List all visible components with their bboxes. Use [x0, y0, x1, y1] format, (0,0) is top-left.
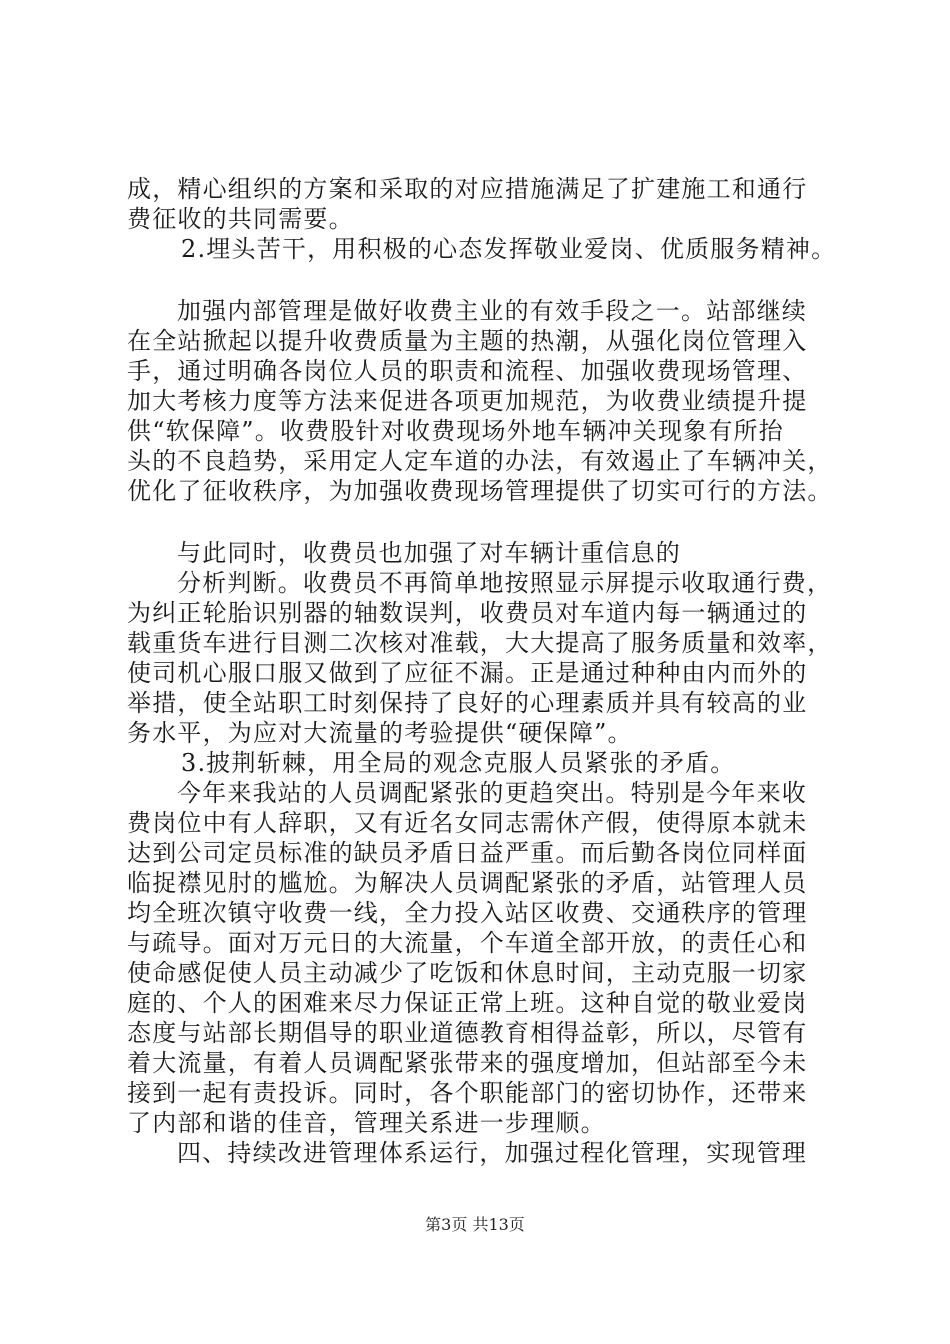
text-line: 使司机心服口服又做到了应征不漏。正是通过种种由内而外的	[127, 659, 808, 687]
section-heading: 2.埋头苦干，用积极的心态发挥敬业爱岗、优质服务精神。	[181, 235, 837, 263]
text-line: 举措，使全站职工时刻保持了良好的心理素质并具有较高的业	[127, 689, 808, 717]
text-line: 为纠正轮胎识别器的轴数误判，收费员对车道内每一辆通过的	[127, 599, 808, 627]
text-line: 使命感促使人员主动减少了吃饭和休息时间，主动克服一切家	[127, 959, 808, 987]
text-line: 载重货车进行目测二次核对准载，大大提高了服务质量和效率，	[127, 629, 833, 657]
text-line: 费岗位中有人辞职，又有近名女同志需休产假，使得原本就未	[127, 809, 808, 837]
text-line: 今年来我站的人员调配紧张的更趋突出。特别是今年来收	[177, 779, 807, 807]
text-line: 分析判断。收费员不再简单地按照显示屏提示收取通行费，	[177, 569, 833, 597]
text-line: 务水平，为应对大流量的考验提供“硬保障”。	[127, 719, 633, 747]
text-line: 手，通过明确各岗位人员的职责和流程、加强收费现场管理、	[127, 357, 808, 385]
section-heading: 四、持续改进管理体系运行，加强过程化管理，实现管理	[177, 1139, 807, 1167]
text-line: 与疏导。面对万元日的大流量，个车道全部开放，的责任心和	[127, 929, 808, 957]
text-line: 态度与站部长期倡导的职业道德教育相得益彰，所以，尽管有	[127, 1019, 808, 1047]
text-line: 着大流量，有着人员调配紧张带来的强度增加，但站部至今未	[127, 1049, 808, 1077]
text-line: 临捉襟见肘的尴尬。为解决人员调配紧张的矛盾，站管理人员	[127, 869, 808, 897]
text-line: 优化了征收秩序，为加强收费现场管理提供了切实可行的方法。	[127, 477, 833, 505]
text-line: 费征收的共同需要。	[127, 205, 354, 233]
text-line: 与此同时，收费员也加强了对车辆计重信息的	[177, 539, 681, 567]
section-heading: 3.披荆斩棘，用全局的观念克服人员紧张的矛盾。	[181, 749, 736, 777]
text-line: 了内部和谐的佳音，管理关系进一步理顺。	[127, 1109, 606, 1137]
text-line: 在全站掀起以提升收费质量为主题的热潮，从强化岗位管理入	[127, 327, 808, 355]
text-line: 加强内部管理是做好收费主业的有效手段之一。站部继续	[177, 297, 807, 325]
body-text	[127, 174, 839, 1168]
text-line: 接到一起有责投诉。同时，各个职能部门的密切协作，还带来	[127, 1079, 808, 1107]
page-number-footer: 第3页 共13页	[425, 1215, 525, 1234]
text-line: 均全班次镇守收费一线，全力投入站区收费、交通秩序的管理	[127, 899, 808, 927]
paragraph-gap	[127, 264, 839, 296]
paragraph-gap	[127, 506, 839, 538]
text-line: 头的不良趋势，采用定人定车道的办法，有效遏止了车辆冲关，	[127, 447, 833, 475]
text-line: 加大考核力度等方法来促进各项更加规范，为收费业绩提升提	[127, 387, 808, 415]
text-line: 供“软保障”。收费股针对收费现场外地车辆冲关现象有所抬	[127, 417, 784, 445]
text-line: 庭的、个人的困难来尽力保证正常上班。这种自觉的敬业爱岗	[127, 989, 808, 1017]
text-line: 成，精心组织的方案和采取的对应措施满足了扩建施工和通行	[127, 175, 808, 203]
text-line: 达到公司定员标准的缺员矛盾日益严重。而后勤各岗位同样面	[127, 839, 808, 867]
